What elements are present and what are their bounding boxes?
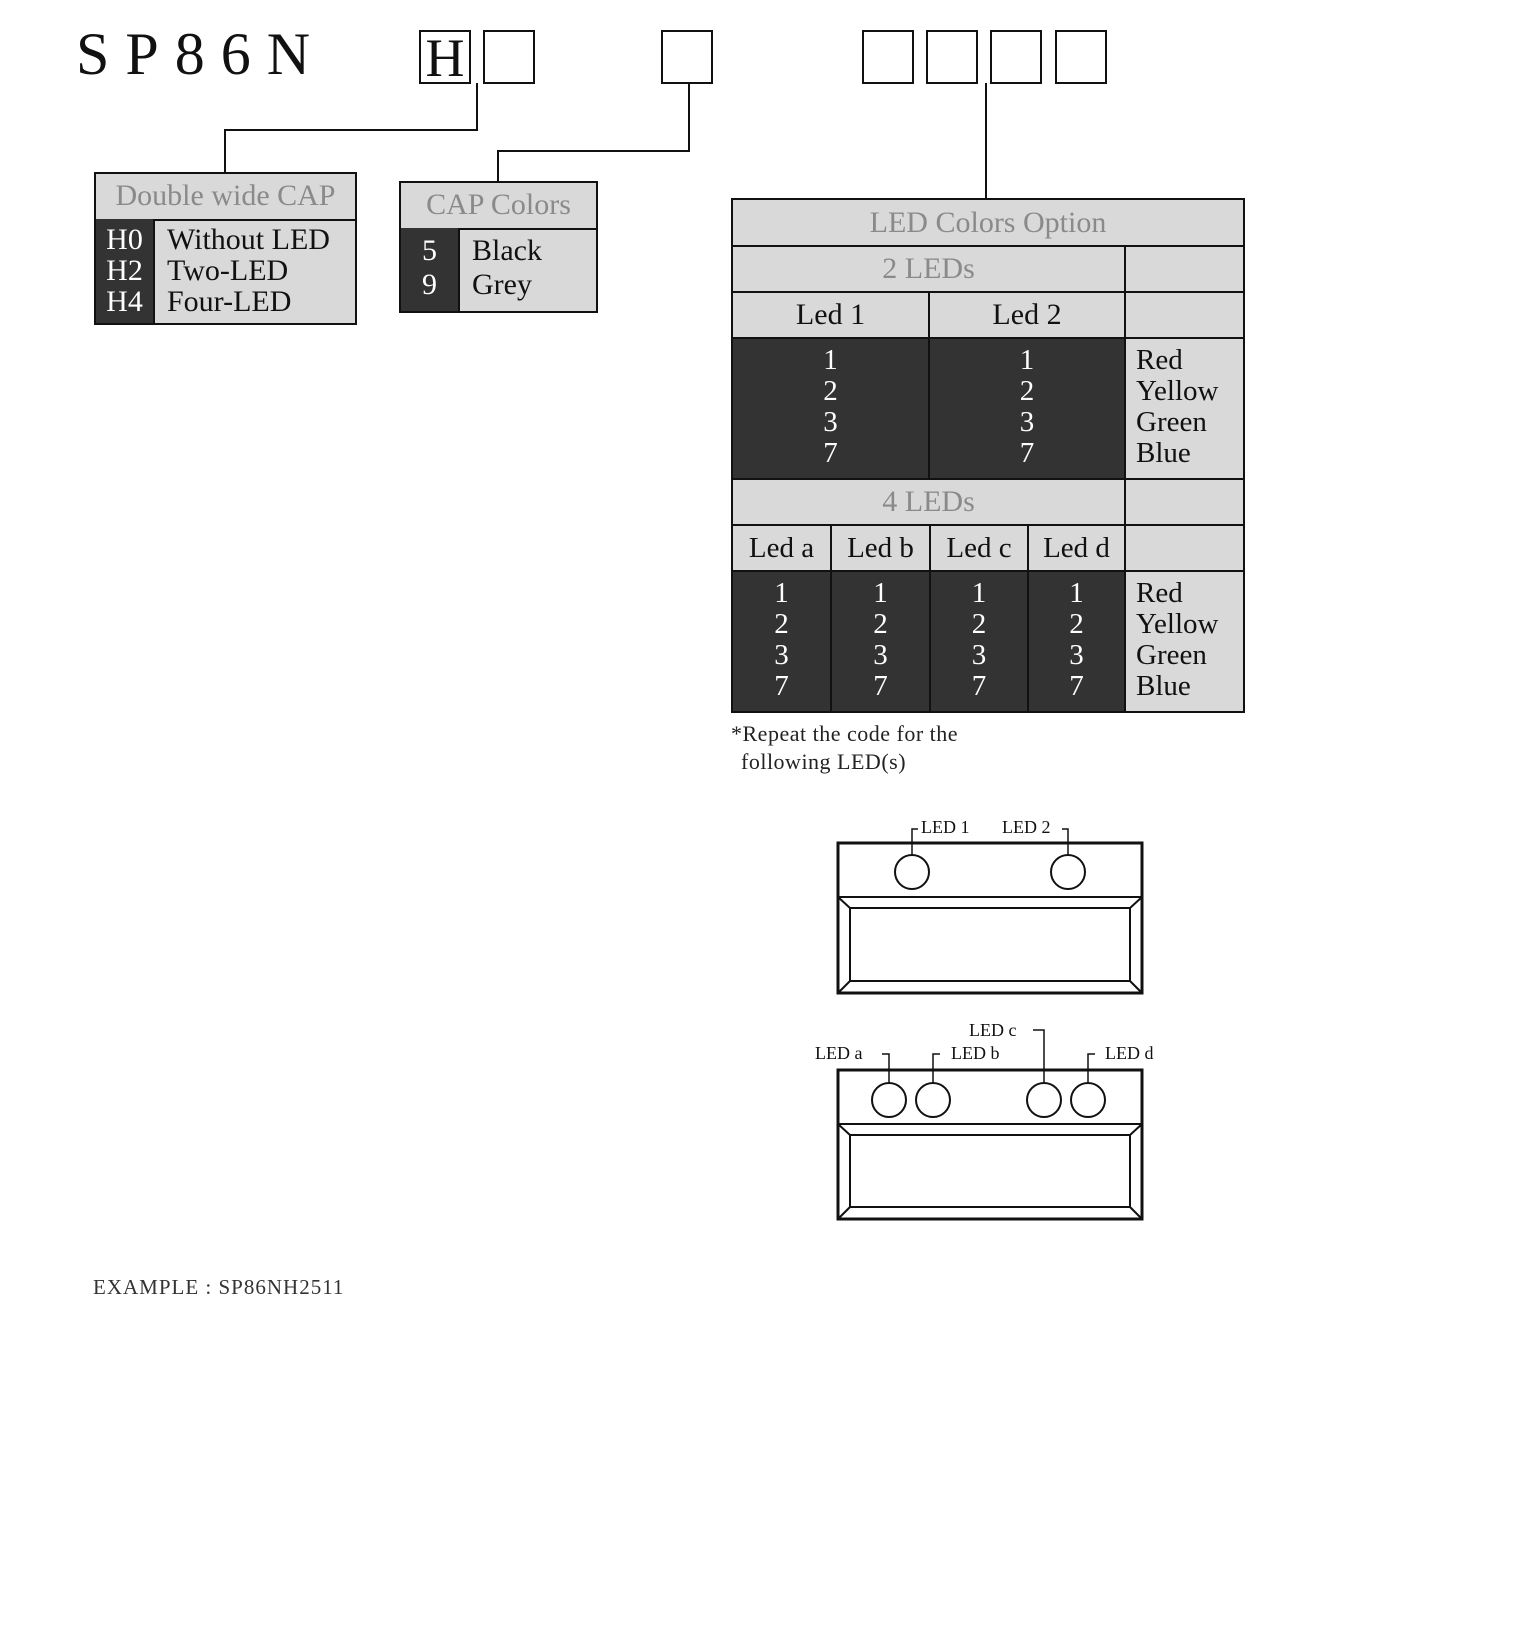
two-leds-title: 2 LEDs xyxy=(733,247,1126,293)
led-b-icon xyxy=(916,1083,950,1117)
led-color-name: Blue xyxy=(1136,670,1191,702)
slot-led-4 xyxy=(1055,30,1107,84)
cap-type-codes xyxy=(96,219,155,323)
led-c-codes xyxy=(931,572,1029,711)
col-led-1: Led 1 xyxy=(733,293,930,339)
col-led-2: Led 2 xyxy=(930,293,1126,339)
four-leds-title: 4 LEDs xyxy=(733,480,1126,526)
led-code: 1 xyxy=(1069,577,1084,609)
led-code: 2 xyxy=(823,375,838,407)
led-code: 7 xyxy=(1069,670,1084,702)
led-code: 3 xyxy=(1069,639,1084,671)
led-color-name: Blue xyxy=(1136,437,1191,469)
led-color-name: Green xyxy=(1136,639,1207,671)
switch-body xyxy=(838,1070,1142,1219)
switch-window xyxy=(850,908,1130,981)
cap-type-code: H2 xyxy=(106,254,143,287)
led-code: 3 xyxy=(774,639,789,671)
col-led-c: Led c xyxy=(931,526,1029,572)
led-code: 2 xyxy=(873,608,888,640)
repeat-code-note xyxy=(731,720,958,776)
led-code: 7 xyxy=(823,437,838,469)
cap-type-label: Without LED xyxy=(167,223,330,256)
led-code: 3 xyxy=(971,639,987,671)
four-leds-col-blank xyxy=(1126,526,1243,572)
led-code: 3 xyxy=(1019,406,1035,438)
connector-cap-type xyxy=(225,83,477,172)
two-leds-title-blank xyxy=(1126,247,1243,293)
cap-colors-table xyxy=(399,181,598,313)
led-code: 7 xyxy=(1019,437,1035,469)
led-1-codes xyxy=(733,339,930,480)
led-1-icon xyxy=(895,855,929,889)
label-led-2: LED 2 xyxy=(1002,817,1051,837)
led-code: 7 xyxy=(873,670,888,702)
led-code: 1 xyxy=(1019,344,1035,376)
led-code: 2 xyxy=(774,608,789,640)
cap-color-code: 9 xyxy=(422,268,437,301)
led-code: 7 xyxy=(971,670,987,702)
label-led-d: LED d xyxy=(1105,1043,1154,1063)
two-leds-col-blank xyxy=(1126,293,1243,339)
led-code: 3 xyxy=(823,406,838,438)
label-led-a: LED a xyxy=(815,1043,863,1063)
cap-type-label: Four-LED xyxy=(167,285,292,318)
cap-type-code: H4 xyxy=(106,285,143,318)
switch-window xyxy=(850,1135,1130,1207)
col-led-a: Led a xyxy=(733,526,832,572)
led-code: 2 xyxy=(1069,608,1084,640)
led-code: 3 xyxy=(873,639,888,671)
four-leds-color-names xyxy=(1126,572,1243,711)
led-b-codes xyxy=(832,572,931,711)
four-leds-title-blank xyxy=(1126,480,1243,526)
example-text: EXAMPLE : SP86NH2511 xyxy=(93,1275,345,1299)
slot-cap-type-digit xyxy=(483,30,535,84)
led-a-icon xyxy=(872,1083,906,1117)
two-led-switch-diagram xyxy=(800,800,1200,1000)
led-d-icon xyxy=(1071,1083,1105,1117)
led-color-name: Yellow xyxy=(1136,375,1219,407)
slot-led-3 xyxy=(990,30,1042,84)
connector-cap-color xyxy=(498,83,689,181)
cap-type-code: H0 xyxy=(106,223,143,256)
cap-color-code: 5 xyxy=(422,234,437,267)
led-color-name: Red xyxy=(1136,577,1183,609)
slot-cap-color xyxy=(661,30,713,84)
slot-cap-type-letter: H xyxy=(419,30,471,84)
led-code: 1 xyxy=(971,577,987,609)
note-line: following LED(s) xyxy=(741,749,907,774)
col-led-b: Led b xyxy=(832,526,931,572)
switch-body xyxy=(838,843,1142,993)
double-wide-cap-table xyxy=(94,172,357,325)
double-wide-cap-title: Double wide CAP xyxy=(96,174,355,221)
cap-color-label: Grey xyxy=(472,268,532,301)
slot-led-2 xyxy=(926,30,978,84)
label-led-b: LED b xyxy=(951,1043,1000,1063)
note-line: *Repeat the code for the xyxy=(731,721,959,746)
led-code: 7 xyxy=(774,670,789,702)
slot-led-1 xyxy=(862,30,914,84)
led-colors-title: LED Colors Option xyxy=(733,200,1243,247)
two-leds-color-names xyxy=(1126,339,1243,480)
led-code: 2 xyxy=(1019,375,1035,407)
model-prefix: SP86N xyxy=(76,21,327,87)
label-led-1: LED 1 xyxy=(921,817,970,837)
led-color-name: Yellow xyxy=(1136,608,1219,640)
led-colors-table xyxy=(731,198,1245,713)
led-code: 1 xyxy=(873,577,888,609)
led-c-icon xyxy=(1027,1083,1061,1117)
led-code: 1 xyxy=(774,577,789,609)
led-color-name: Red xyxy=(1136,344,1183,376)
label-led-c: LED c xyxy=(969,1020,1017,1040)
cap-color-label: Black xyxy=(472,234,542,267)
led-code: 1 xyxy=(823,344,838,376)
cap-color-codes xyxy=(401,228,460,311)
led-code: 2 xyxy=(971,608,987,640)
led-2-codes xyxy=(930,339,1126,480)
cap-type-labels xyxy=(167,224,330,317)
cap-type-label: Two-LED xyxy=(167,254,289,287)
led-d-codes xyxy=(1029,572,1126,711)
col-led-d: Led d xyxy=(1029,526,1126,572)
led-a-codes xyxy=(733,572,832,711)
cap-colors-title: CAP Colors xyxy=(401,183,596,230)
cap-color-labels xyxy=(472,234,542,302)
led-2-icon xyxy=(1051,855,1085,889)
led-color-name: Green xyxy=(1136,406,1207,438)
